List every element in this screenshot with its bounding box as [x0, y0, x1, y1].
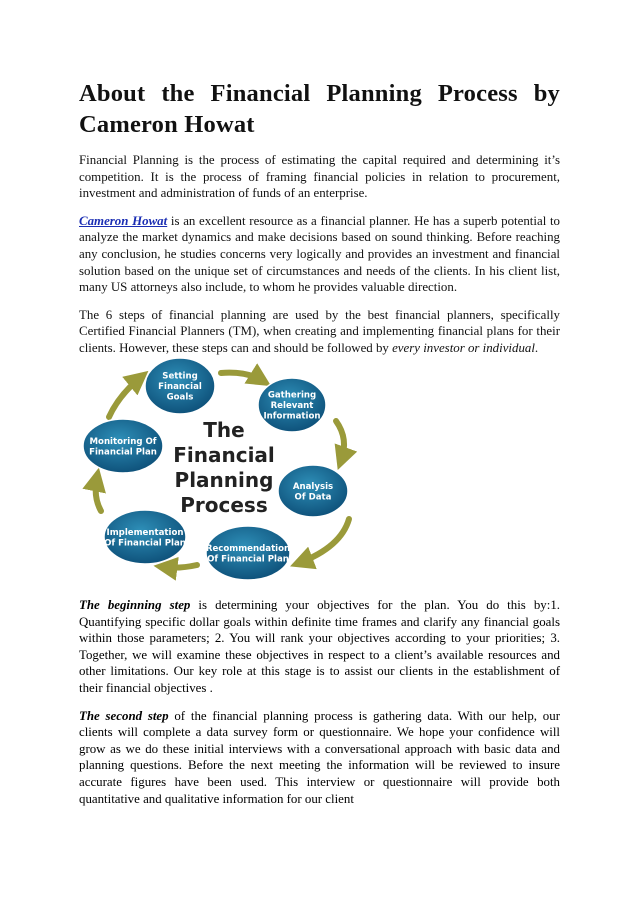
lower-content: [79, 597, 560, 818]
process-step-3: [278, 465, 348, 517]
cycle-arrow-5: [96, 477, 101, 511]
beginning-step-lead: The beginning step: [79, 598, 191, 612]
second-step-paragraph: [79, 708, 560, 808]
process-step-label: Of Financial Plan: [207, 554, 289, 565]
page-title: About the Financial Planning Process by Cameron Howat: [79, 80, 560, 138]
cameron-howat-link[interactable]: Cameron Howat: [79, 213, 168, 228]
intro-paragraph: Financial Planning is the process of estimating the capital required and determining it’s competition. It is the process of framing financial policies in relation to procurement, investment and administration of funds of an enterprise.: [79, 153, 560, 201]
second-step-text: of the financial planning process is gathering data. With our help, our clients will complete a data survey form or questionnaire. We hope your confidence will grow as we do these initial interviews with a conversational approach with basic data and planning questions. Before the next meeting the information will be reviewed to insure accurate figures have been used. This interview or questionnaire will provide both quantitative and qualitative information for our client: [79, 708, 560, 806]
process-step-label: Gathering: [267, 390, 317, 401]
process-step-label: Financial Plan: [89, 447, 157, 458]
process-step-label: Monitoring Of: [89, 436, 157, 447]
diagram-center-title-line: Planning: [174, 468, 274, 492]
process-step-label: Setting: [162, 371, 198, 382]
cycle-arrow-6: [109, 377, 141, 417]
howat-paragraph: [79, 213, 560, 296]
financial-planning-process-diagram: [79, 357, 371, 585]
beginning-step-text: is determining your objectives for the plan. You do this by:1. Quantifying specific dollar goals within definite time frames and clarify any financial goals within those parameters; 2. You will rank your objectives according to your priorities; 3. Together, we will examine these objectives in respect to a client’s available resources and other limitations. Our key role at this stage is to assist our clients in the establishment of their financial objectives .: [79, 598, 561, 695]
process-step-label: Analysis: [292, 481, 334, 492]
cycle-arrow-1: [221, 373, 263, 381]
process-cycle-svg: [79, 357, 371, 585]
diagram-center-title-line: The: [203, 418, 245, 442]
process-step-label: Implementation: [106, 527, 184, 538]
process-step-4: [206, 526, 290, 580]
cycle-arrow-3: [299, 519, 349, 563]
process-step-1: [145, 358, 215, 414]
six-steps-end: .: [534, 340, 539, 355]
process-step-label: Goals: [166, 392, 194, 403]
process-step-label: Information: [263, 411, 321, 422]
process-step-label: Of Data: [294, 492, 332, 503]
process-step-label: Relevant: [270, 401, 314, 412]
second-step-lead: The second step: [79, 708, 169, 723]
process-step-label: Recommendation: [205, 543, 291, 554]
process-step-label: Of Financial Plan: [104, 538, 186, 549]
cycle-arrow-2: [336, 421, 344, 461]
process-step-6: [83, 419, 163, 473]
document-page: [79, 78, 560, 368]
howat-paragraph-text: is an excellent resource as a financial planner. He has a superb potential to analyze the market dynamics and make decisions based on sound thinking. Before reaching any conclusion, he studies concerns very logically and provides an investment and financial solution based on the unique set of circumstances and needs of the clients. In his client list, many US attorneys also include, to whom he provides valuable direction.: [79, 213, 560, 295]
six-steps-text: The 6 steps of financial planning are used by the best financial planners, specifically Certified Financial Planners (TM), when creating and implementing financial plans for their clients. However, these steps can and should be followed by: [79, 307, 560, 355]
cycle-arrow-4: [163, 565, 197, 568]
six-steps-paragraph: [79, 307, 560, 357]
six-steps-italic: every investor or individual: [392, 340, 535, 355]
diagram-center-title-line: Process: [180, 493, 268, 517]
process-step-label: Financial: [158, 382, 202, 393]
process-step-5: [104, 510, 186, 564]
diagram-center-title-line: Financial: [173, 443, 275, 467]
process-step-2: [258, 378, 326, 432]
beginning-step-paragraph: [79, 597, 560, 697]
